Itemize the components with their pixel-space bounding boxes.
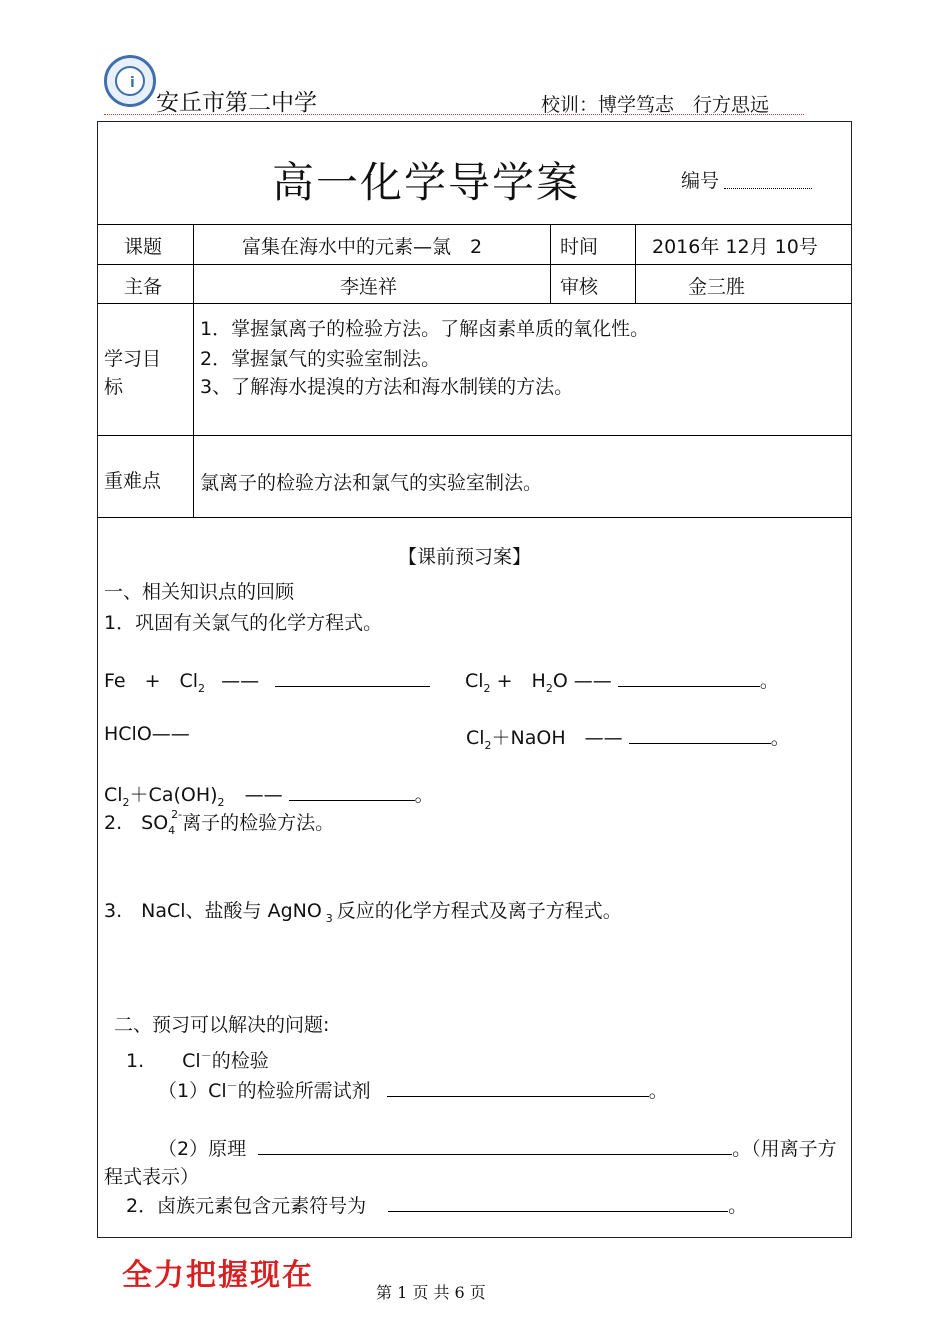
- question-item: （2）原理 。（用离子方: [158, 1138, 837, 1160]
- question-item: 1. Cl－的检验: [126, 1049, 269, 1072]
- time-value: 2016年 12月 10号: [652, 236, 818, 258]
- school-logo-icon: i: [104, 55, 156, 107]
- goal-item: 3、了解海水提溴的方法和海水制镁的方法。: [200, 376, 574, 398]
- equation-hclo: HClO——: [104, 723, 190, 745]
- table-line: [97, 435, 852, 436]
- page-number: 第 1 页 共 6 页: [376, 1283, 486, 1302]
- answer-blank[interactable]: [289, 784, 415, 801]
- preparer-label: 主备: [124, 276, 163, 298]
- section-title: 二、预习可以解决的问题:: [114, 1014, 330, 1036]
- equation-fe-cl2: Fe + $Cl_2$ ——: [104, 666, 430, 695]
- goals-label: 学习目: [104, 348, 162, 370]
- number-blank: [724, 172, 812, 194]
- answer-blank[interactable]: [618, 670, 760, 687]
- goals-label-cont: 标: [104, 376, 124, 398]
- topic-label: 课题: [124, 236, 163, 258]
- reviewer-label: 审核: [560, 276, 599, 298]
- question-item: （1）Cl－的检验所需试剂 。: [158, 1079, 668, 1102]
- table-line: [97, 224, 852, 225]
- reviewer-value: 金三胜: [688, 276, 746, 298]
- question-item: 3. NaCl、盐酸与 AgNO $_3$ 反应的化学方程式及离子方程式。: [104, 900, 622, 925]
- answer-blank[interactable]: [387, 1080, 649, 1097]
- question-item: 2. $SO_4^{2-}$离子的检验方法。: [104, 807, 335, 837]
- equation-cl2-h2o: $Cl_2$ + $H_2O$ —— 。: [465, 670, 779, 695]
- table-line: [97, 264, 852, 265]
- question-item: 2．卤族元素包含元素符号为 。: [126, 1195, 748, 1217]
- section-heading: 【课前预习案】: [398, 546, 532, 568]
- key-points-value: 氯离子的检验方法和氯气的实验室制法。: [200, 472, 543, 494]
- equation-cl2-naoh: $Cl_2+NaOH$ —— 。: [466, 727, 790, 752]
- number-label: 编号: [681, 170, 720, 192]
- section-title: 一、相关知识点的回顾: [104, 581, 295, 603]
- table-line: [193, 224, 194, 517]
- table-line: [97, 517, 852, 518]
- question-item-cont: 程式表示）: [104, 1166, 200, 1188]
- goal-item: 2．掌握氯气的实验室制法。: [200, 348, 441, 370]
- school-motto: 校训：博学笃志 行方思远: [541, 94, 770, 116]
- answer-blank[interactable]: [629, 727, 771, 744]
- key-points-label: 重难点: [104, 470, 162, 492]
- preparer-value: 李连祥: [340, 276, 398, 298]
- header-divider: [104, 114, 804, 115]
- topic-value: 富集在海水中的元素—氯 2: [242, 236, 483, 258]
- answer-blank[interactable]: [258, 1138, 732, 1155]
- equation-cl2-caoh2: $Cl_2+Ca(OH)_2$ —— 。: [104, 784, 434, 809]
- answer-blank[interactable]: [388, 1195, 728, 1212]
- footer-slogan: 全力把握现在: [122, 1258, 314, 1293]
- table-line: [550, 224, 551, 303]
- school-name: 安丘市第二中学: [156, 90, 317, 116]
- page-title: 高一化学导学案: [272, 158, 581, 207]
- question-item: 1．巩固有关氯气的化学方程式。: [104, 612, 383, 634]
- table-line: [635, 224, 636, 303]
- table-line: [97, 303, 852, 304]
- goal-item: 1．掌握氯离子的检验方法。了解卤素单质的氧化性。: [200, 318, 650, 340]
- answer-blank[interactable]: [275, 670, 430, 687]
- time-label: 时间: [560, 236, 599, 258]
